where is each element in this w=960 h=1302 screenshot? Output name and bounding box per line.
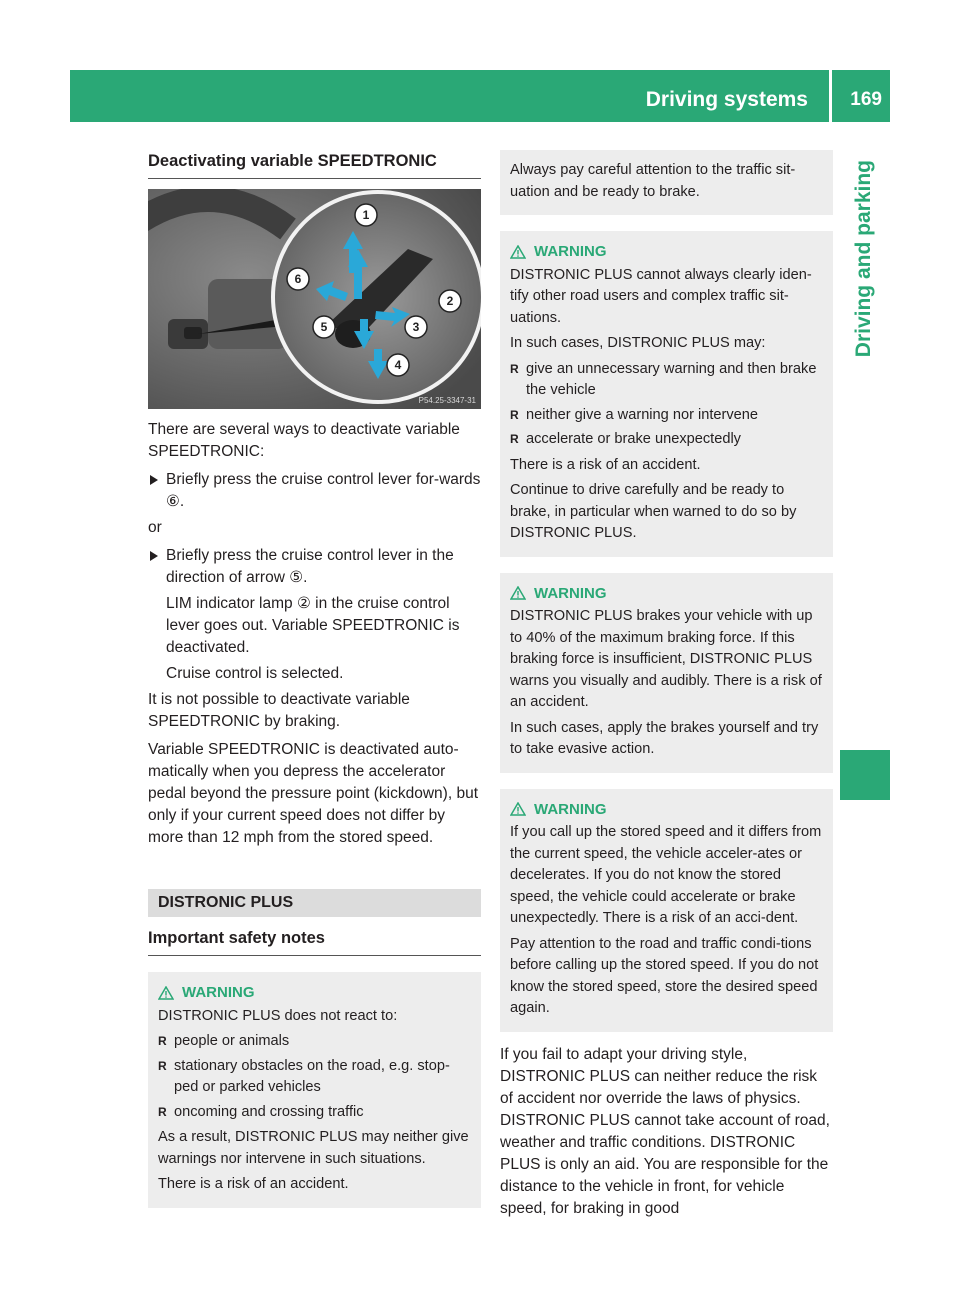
callout-6: 6 <box>294 272 302 286</box>
header-title: Driving systems <box>645 88 808 111</box>
paragraph-kickdown: Variable SPEEDTRONIC is deactivated auto-matically when you depress the accelerator pedal beyond the pressure point (kickdown), but only if your current speed does not differ by more than 12 mph from the stored speed. <box>148 741 479 846</box>
warning-advice: Continue to drive carefully and be ready to brake, in particular when warned to do so by DISTRONIC PLUS. <box>510 482 797 541</box>
right-column <box>500 150 833 1226</box>
list-item: R stationary obstacles on the road, e.g. stop-ped or parked vehicles <box>158 1056 473 1099</box>
step-2-note: Cruise control is selected. <box>166 665 344 682</box>
warning-label: WARNING <box>534 243 607 260</box>
header-separator <box>829 70 832 122</box>
steering-lever-figure <box>148 189 481 409</box>
warning-box-4 <box>500 789 833 1032</box>
figure-code: P54.25-3347-31 <box>418 396 476 405</box>
warning-advice: In such cases, apply the brakes yourself and try to take evasive action. <box>510 719 819 757</box>
warning-label: WARNING <box>182 984 255 1001</box>
side-tab-marker <box>840 750 890 800</box>
warning-risk: There is a risk of an accident. <box>158 1176 349 1192</box>
warning-triangle-icon <box>158 986 174 1000</box>
closing-paragraph: If you fail to adapt your driving style, DISTRONIC PLUS can neither reduce the risk of accident nor override the laws of physics. DISTRONIC PLUS cannot take account of road, weather and traffic conditions. DISTRONIC PLUS is only an aid. You are responsible for the distance to the vehicle in front, for vehicle speed, for braking in good <box>500 1045 830 1217</box>
warning-text: DISTRONIC PLUS brakes your vehicle with up to 40% of the maximum braking force. If this braking force is insufficient, DISTRONIC PLUS warns you visually and audibly. There is a risk of an accident. <box>510 608 822 710</box>
warning-list <box>510 359 825 451</box>
section-title: Deactivating variable SPEEDTRONIC <box>148 150 481 179</box>
list-item: R give an unnecessary warning and then brake the vehicle <box>510 359 825 402</box>
chapter-heading: DISTRONIC PLUS <box>148 889 481 917</box>
page-number: 169 <box>850 89 882 110</box>
warning-header <box>510 799 825 821</box>
intro-text: There are several ways to deactivate variable SPEEDTRONIC: <box>148 421 460 460</box>
warning-box-3 <box>500 573 833 773</box>
subheading: Important safety notes <box>148 927 481 956</box>
warning-label: WARNING <box>534 800 607 818</box>
warning-list <box>158 1031 473 1123</box>
list-item: R accelerate or brake unexpectedly <box>510 429 825 451</box>
or-text: or <box>148 519 162 536</box>
warning-header <box>158 982 473 1004</box>
warning-text-2: In such cases, DISTRONIC PLUS may: <box>510 335 766 351</box>
warning-triangle-icon <box>510 802 526 816</box>
page-header <box>70 70 890 122</box>
warning-text: DISTRONIC PLUS cannot always clearly iden-tify other road users and complex traffic sit-uations. <box>510 266 812 326</box>
warning-box-1 <box>148 972 481 1208</box>
warning-header <box>510 241 825 263</box>
callout-1: 1 <box>362 208 370 222</box>
step-1: Briefly press the cruise control lever for-wards ⑥. <box>148 469 481 513</box>
list-item: R oncoming and crossing traffic <box>158 1102 473 1124</box>
warning-label: WARNING <box>534 584 607 602</box>
warning-triangle-icon <box>510 586 526 600</box>
callout-5: 5 <box>320 320 328 334</box>
note-box <box>500 150 833 215</box>
warning-consequence: As a result, DISTRONIC PLUS may neither give warnings nor intervene in such situations. <box>158 1129 469 1167</box>
warning-risk: There is a risk of an accident. <box>510 456 701 473</box>
side-chapter-tab <box>840 160 890 720</box>
warning-text: DISTRONIC PLUS does not react to: <box>158 1007 398 1024</box>
side-tab-label: Driving and parking <box>852 160 875 358</box>
callout-4: 4 <box>394 358 402 372</box>
warning-advice: Pay attention to the road and traffic condi-tions before calling up the stored speed. If you do not know the stored speed, store the desired speed again. <box>510 935 819 1016</box>
step-2: Briefly press the cruise control lever in the direction of arrow ⑤. <box>148 545 481 589</box>
warning-box-2 <box>500 231 833 557</box>
left-column <box>148 150 481 1208</box>
list-item: R people or animals <box>158 1031 473 1053</box>
warning-text: If you call up the stored speed and it differs from the current speed, the vehicle acceler-ates or decelerates. If you do not know the stored speed, the vehicle could accelerate or brake unexpectedly. There is a risk of an acci-dent. <box>510 824 822 926</box>
note-text: Always pay careful attention to the traffic sit-uation and be ready to brake. <box>510 162 796 200</box>
callout-2: 2 <box>446 294 454 308</box>
warning-triangle-icon <box>510 245 526 259</box>
list-item: R neither give a warning nor intervene <box>510 405 825 427</box>
paragraph-braking: It is not possible to deactivate variable SPEEDTRONIC by braking. <box>148 691 410 730</box>
warning-header <box>510 583 825 605</box>
step-2-result: LIM indicator lamp ② in the cruise control lever goes out. Variable SPEEDTRONIC is deactivated. <box>166 595 460 656</box>
callout-3: 3 <box>412 320 420 334</box>
cruise-lever-illustration <box>148 189 481 409</box>
